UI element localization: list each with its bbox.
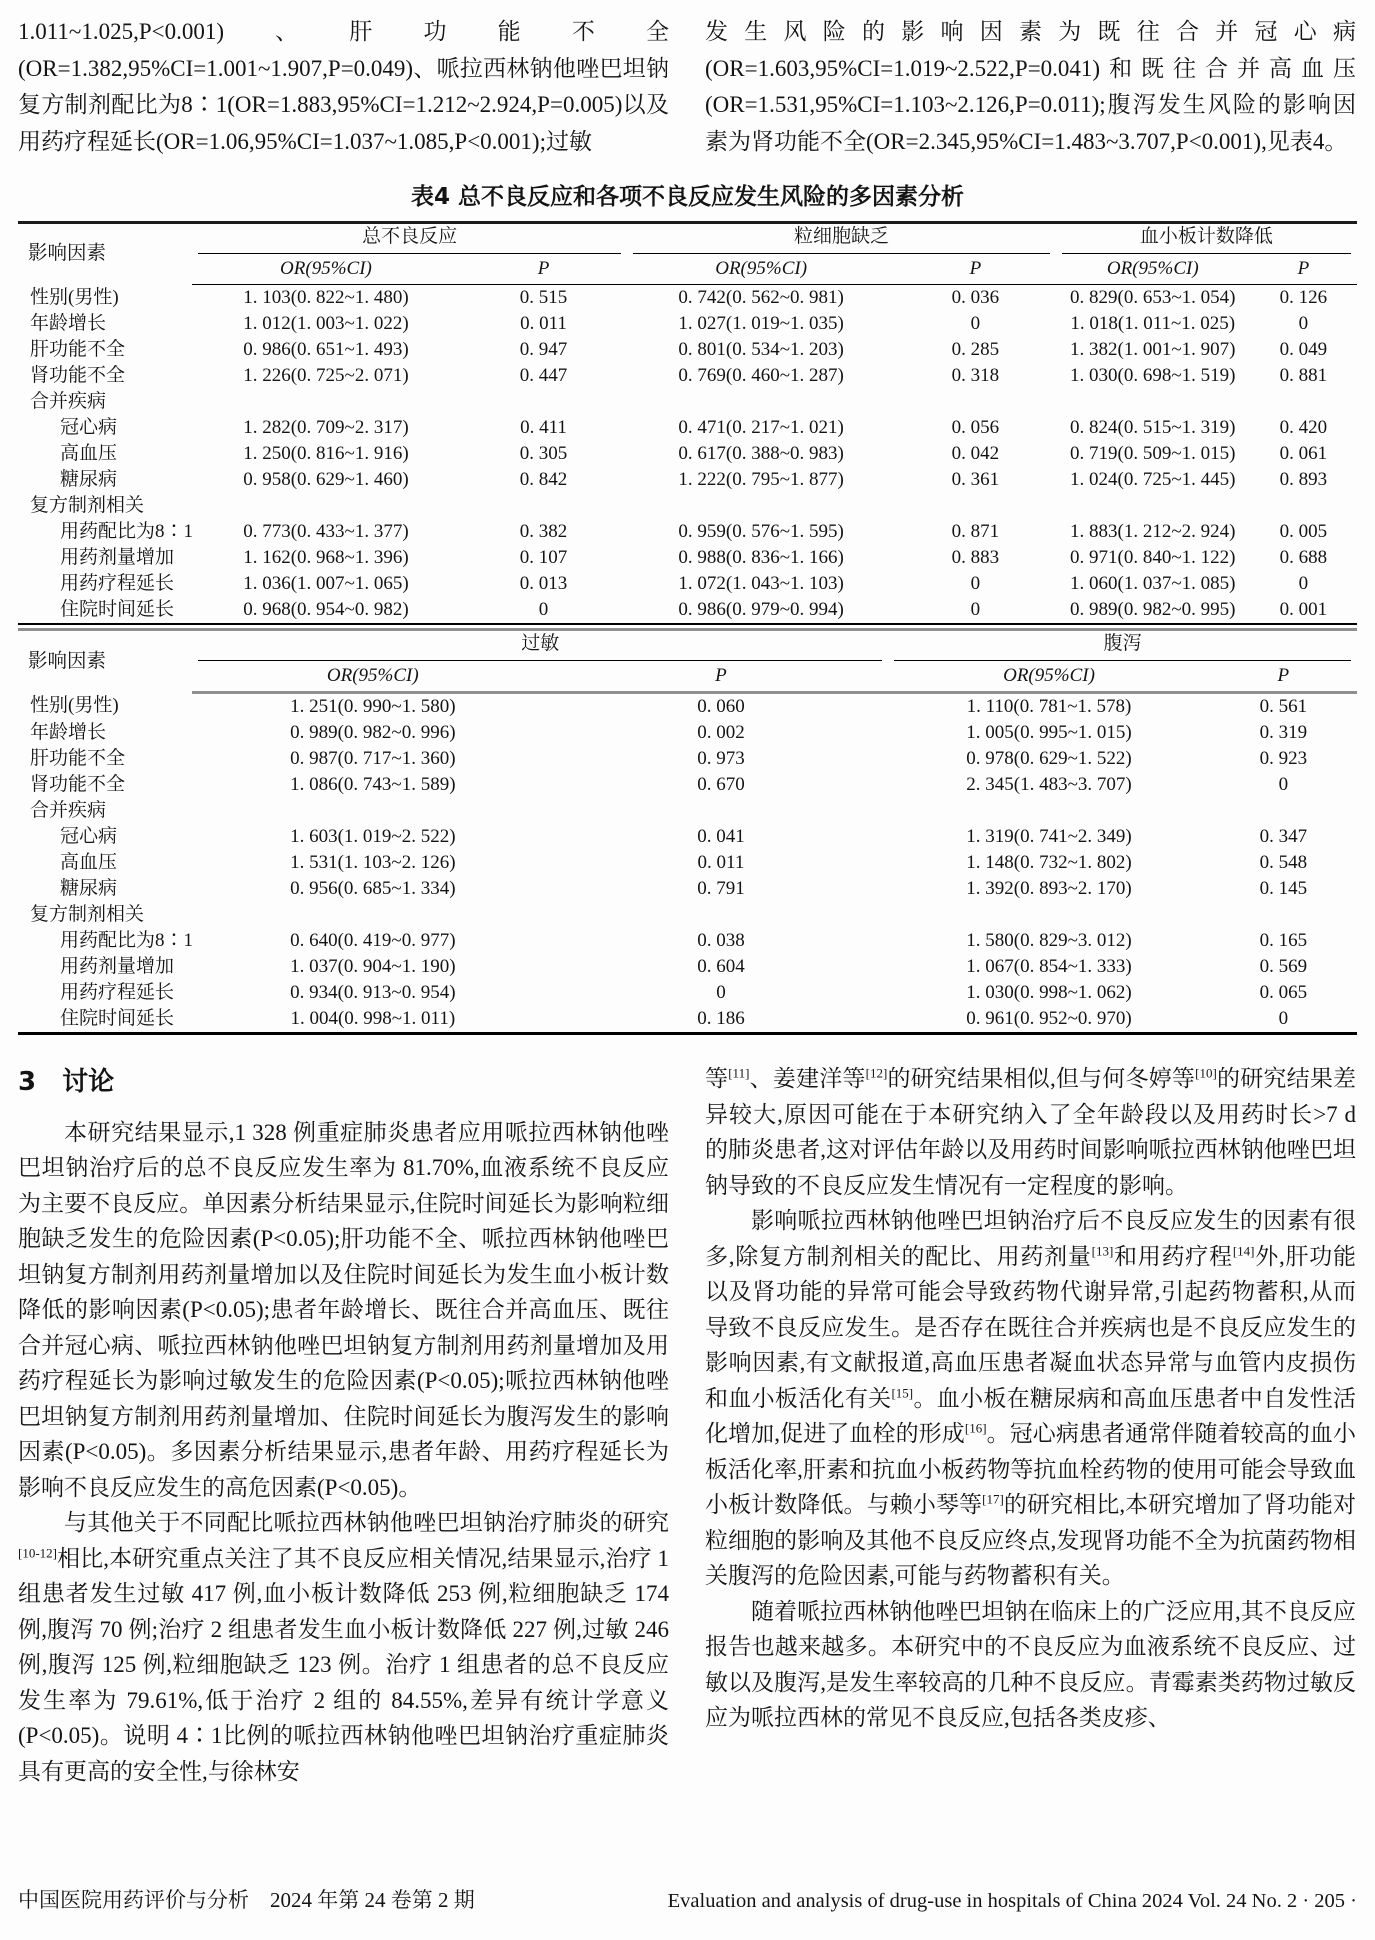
table-row (18, 850, 1357, 876)
p-header: P (554, 661, 889, 693)
group-header-label: 血小板计数降低 (1062, 224, 1351, 254)
table-row (18, 311, 1357, 337)
table-subheader-row (18, 254, 1357, 285)
cell-or: 2. 345(1. 483~3. 707) (966, 774, 1132, 795)
cell-p: 0. 871 (951, 521, 1000, 542)
cell-or: 1. 250(0. 816~1. 916) (243, 443, 409, 464)
cell-or: 1. 603(1. 019~2. 522) (290, 826, 456, 847)
cell-p: 0. 548 (1259, 852, 1308, 873)
or-header: OR(95%CI) (192, 254, 460, 285)
cell-or: 1. 030(0. 998~1. 062) (966, 982, 1132, 1003)
cell-or: 1. 226(0. 725~2. 071) (243, 365, 409, 386)
cell-or: 1. 018(1. 011~1. 025) (1070, 313, 1236, 334)
cell-p: 0. 005 (1279, 521, 1328, 542)
row-label: 性别(男性) (30, 695, 119, 717)
cell-p: 0. 923 (1259, 748, 1308, 769)
cell-p: 0. 042 (951, 443, 1000, 464)
table4-part2-body (18, 693, 1357, 1034)
table-row (18, 772, 1357, 798)
row-label: 年龄增长 (30, 722, 107, 743)
cell-p: 0. 107 (519, 547, 568, 568)
row-label: 高血压 (60, 852, 118, 873)
discussion-paragraph: 随着哌拉西林钠他唑巴坦钠在临床上的广泛应用,其不良反应报告也越来越多。本研究中的不良反应为血液系统不良反应、过敏以及腹泻,是发生率较高的几种不良反应。青霉素类药物过敏反应为哌拉西林的常见不良反应,包括各类皮疹、 (705, 1598, 1356, 1730)
cell-p: 0. 318 (951, 365, 1000, 386)
table-row (18, 693, 1357, 721)
cell-or: 1. 392(0. 893~2. 170) (966, 878, 1132, 899)
cell-or: 1. 067(0. 854~1. 333) (966, 956, 1132, 977)
group-header-label: 总不良反应 (198, 224, 621, 254)
cell-or: 0. 769(0. 460~1. 287) (678, 365, 844, 386)
intro-right-text: 发生风险的影响因素为既往合并冠心病(OR=1.603,95%CI=1.019~2.522,P=0.041)和既往合并高血压(OR=1.531,95%CI=1.103~2.126,P=0.011);腹泻发生风险的影响因素为肾功能不全(OR=2.345,95%CI=1.483~3.707,P<0.001),见表4。 (705, 19, 1356, 154)
cell-p: 0. 060 (697, 696, 745, 717)
row-label: 年龄增长 (30, 313, 107, 334)
cell-or: 0. 989(0. 982~0. 996) (290, 722, 456, 743)
section-number: 3 (18, 1067, 37, 1097)
cell-p: 0. 670 (697, 774, 745, 795)
cell-p: 0. 347 (1259, 826, 1308, 847)
factor-header: 影响因素 (28, 650, 107, 672)
row-label: 用药配比为8∶1 (60, 521, 194, 542)
cell-p: 0. 001 (1279, 599, 1328, 620)
cell-p (1250, 389, 1357, 415)
p-header: P (895, 254, 1056, 285)
table-row (18, 441, 1357, 467)
table4-part2 (18, 628, 1357, 1035)
cell-p: 0. 973 (697, 748, 745, 769)
cell-or: 0. 471(0. 217~1. 021) (678, 417, 844, 438)
table-row (18, 720, 1357, 746)
cell-p: 0. 002 (697, 722, 745, 743)
cell-p: 0. 011 (520, 313, 567, 334)
cell-or: 1. 110(0. 781~1. 578) (966, 696, 1132, 717)
footer-journal-en: Evaluation and analysis of drug-use in hospitals of China 2024 Vol. 24 No. 2 · 205 · (667, 1890, 1357, 1912)
cell-p: 0. 065 (1259, 982, 1308, 1003)
cell-p: 0. 165 (1259, 930, 1308, 951)
group-header-label: 过敏 (198, 631, 882, 661)
group-header-label: 腹泻 (894, 631, 1351, 661)
cell-or: 0. 640(0. 419~0. 977) (290, 930, 456, 951)
cell-or (627, 389, 895, 415)
cell-p: 0. 041 (697, 826, 745, 847)
cell-p: 0 (970, 313, 981, 334)
cell-or: 0. 988(0. 836~1. 166) (678, 547, 844, 568)
cell-or (1056, 389, 1250, 415)
cell-p: 0 (538, 599, 549, 620)
table-row (18, 928, 1357, 954)
cell-or: 0. 971(0. 840~1. 122) (1070, 547, 1236, 568)
table-row (18, 902, 1357, 928)
table-subheader-row (18, 661, 1357, 693)
cell-p: 0. 361 (951, 469, 1000, 490)
table-row (18, 798, 1357, 824)
row-label: 用药疗程延长 (60, 982, 175, 1003)
cell-or: 0. 956(0. 685~1. 334) (290, 878, 456, 899)
cell-or: 0. 742(0. 562~0. 981) (678, 287, 844, 308)
cell-p: 0. 013 (519, 573, 568, 594)
cell-or: 0. 958(0. 629~1. 460) (243, 469, 409, 490)
group-header-diarrhea (888, 630, 1357, 662)
row-label: 肾功能不全 (30, 365, 126, 386)
group-header-agranulocytosis (627, 223, 1055, 255)
cell-or (627, 493, 895, 519)
cell-p: 0. 011 (697, 852, 745, 873)
cell-or: 0. 968(0. 954~0. 982) (243, 599, 409, 620)
cell-or: 0. 934(0. 913~0. 954) (290, 982, 456, 1003)
table-row (18, 571, 1357, 597)
cell-or: 0. 961(0. 952~0. 970) (966, 1008, 1132, 1029)
cell-p (460, 389, 627, 415)
discussion-heading (18, 1065, 669, 1101)
row-label: 用药疗程延长 (60, 573, 175, 594)
cell-or (192, 493, 460, 519)
group-header-total-adr (192, 223, 627, 255)
table-row (18, 980, 1357, 1006)
row-label: 高血压 (60, 443, 118, 464)
cell-or: 0. 989(0. 982~0. 995) (1070, 599, 1236, 620)
cell-p: 0. 561 (1259, 696, 1308, 717)
cell-p: 0. 056 (951, 417, 1000, 438)
cell-p: 0. 791 (697, 878, 745, 899)
intro-section (18, 14, 1357, 160)
cell-p: 0 (970, 599, 981, 620)
or-header: OR(95%CI) (1056, 254, 1250, 285)
cell-or: 1. 251(0. 990~1. 580) (290, 696, 456, 717)
cell-or: 0. 987(0. 717~1. 360) (290, 748, 456, 769)
cell-p: 0. 688 (1279, 547, 1328, 568)
cell-or: 1. 060(1. 037~1. 085) (1070, 573, 1236, 594)
cell-or: 0. 773(0. 433~1. 377) (243, 521, 409, 542)
cell-p (895, 389, 1056, 415)
table-row (18, 285, 1357, 312)
cell-p: 0 (1298, 573, 1309, 594)
group-header-allergy (192, 630, 888, 662)
cell-or: 1. 004(0. 998~1. 011) (290, 1008, 456, 1029)
cell-or: 1. 072(1. 043~1. 103) (678, 573, 844, 594)
cell-p: 0 (1298, 313, 1309, 334)
row-label: 用药剂量增加 (60, 547, 175, 568)
cell-p: 0 (970, 573, 981, 594)
row-label: 糖尿病 (60, 469, 118, 490)
cell-or: 0. 986(0. 979~0. 994) (678, 599, 844, 620)
cell-or: 0. 986(0. 651~1. 493) (243, 339, 409, 360)
cell-p: 0. 036 (951, 287, 1000, 308)
cell-p: 0. 947 (519, 339, 568, 360)
cell-or: 1. 086(0. 743~1. 589) (290, 774, 456, 795)
or-header: OR(95%CI) (627, 254, 895, 285)
table4-part1 (18, 221, 1357, 625)
cell-or: 1. 319(0. 741~2. 349) (966, 826, 1132, 847)
cell-p (554, 902, 889, 928)
discussion-left-column (18, 1061, 669, 1789)
table-group-header-row (18, 630, 1357, 662)
cell-or: 1. 531(1. 103~2. 126) (290, 852, 456, 873)
cell-p: 0. 126 (1279, 287, 1328, 308)
cell-or: 0. 801(0. 534~1. 203) (678, 339, 844, 360)
cell-p: 0. 285 (951, 339, 1000, 360)
or-header: OR(95%CI) (192, 661, 554, 693)
discussion-right-column (705, 1061, 1356, 1789)
or-header: OR(95%CI) (888, 661, 1209, 693)
table-row (18, 876, 1357, 902)
cell-p: 0. 447 (519, 365, 568, 386)
table-row (18, 519, 1357, 545)
cell-p: 0. 382 (519, 521, 568, 542)
row-label: 住院时间延长 (60, 1008, 175, 1029)
table4-part1-body (18, 285, 1357, 625)
row-label: 冠心病 (60, 417, 118, 438)
cell-or: 1. 027(1. 019~1. 035) (678, 313, 844, 334)
discussion-section (18, 1061, 1357, 1789)
table-row (18, 746, 1357, 772)
cell-p: 0 (716, 982, 726, 1003)
table-row (18, 824, 1357, 850)
p-header: P (460, 254, 627, 285)
row-label: 住院时间延长 (60, 599, 175, 620)
cell-or: 1. 382(1. 001~1. 907) (1070, 339, 1236, 360)
cell-p: 0. 842 (519, 469, 568, 490)
group-header-label: 粒细胞缺乏 (633, 224, 1049, 254)
cell-p: 0. 883 (951, 547, 1000, 568)
intro-left-text: 1.011~1.025,P<0.001)、肝功能不全(OR=1.382,95%CI=1.001~1.907,P=0.049)、哌拉西林钠他唑巴坦钠复方制剂配比为8∶1(OR=1.883,95%CI=1.212~2.924,P=0.005)以及用药疗程延长(OR=1.06,95%CI=1.037~1.085,P<0.001);过敏 (18, 19, 669, 154)
group-header-thrombocytopenia (1056, 223, 1357, 255)
table-row (18, 467, 1357, 493)
row-label: 复方制剂相关 (30, 904, 145, 925)
row-label: 用药配比为8∶1 (60, 930, 194, 951)
cell-or: 1. 024(0. 725~1. 445) (1070, 469, 1236, 490)
table-row (18, 597, 1357, 624)
cell-or: 0. 719(0. 509~1. 015) (1070, 443, 1236, 464)
cell-or: 1. 103(0. 822~1. 480) (243, 287, 409, 308)
p-header: P (1210, 661, 1357, 693)
cell-or: 1. 005(0. 995~1. 015) (966, 722, 1132, 743)
row-label: 用药剂量增加 (60, 956, 175, 977)
table-row (18, 363, 1357, 389)
cell-p: 0. 061 (1279, 443, 1328, 464)
cell-p: 0. 569 (1259, 956, 1308, 977)
cell-p: 0. 186 (697, 1008, 745, 1029)
table-row (18, 337, 1357, 363)
table-row (18, 1006, 1357, 1034)
cell-or (888, 798, 1209, 824)
row-label: 肝功能不全 (30, 339, 126, 360)
table-row (18, 415, 1357, 441)
cell-p (554, 798, 889, 824)
cell-p: 0. 881 (1279, 365, 1328, 386)
cell-or: 1. 148(0. 732~1. 802) (966, 852, 1132, 873)
cell-p: 0. 145 (1259, 878, 1308, 899)
cell-p (1210, 902, 1357, 928)
cell-or: 0. 978(0. 629~1. 522) (966, 748, 1132, 769)
row-label: 糖尿病 (60, 878, 118, 899)
cell-or: 1. 037(0. 904~1. 190) (290, 956, 456, 977)
row-label: 性别(男性) (30, 286, 119, 308)
factor-header: 影响因素 (28, 243, 107, 265)
section-title: 讨论 (62, 1067, 115, 1097)
cell-p: 0. 420 (1279, 417, 1328, 438)
cell-or: 0. 617(0. 388~0. 983) (678, 443, 844, 464)
table4-title: 表4 总不良反应和各项不良反应发生风险的多因素分析 (410, 184, 964, 210)
table-row (18, 493, 1357, 519)
cell-p: 0. 038 (697, 930, 745, 951)
cell-p: 0. 411 (520, 417, 567, 438)
cell-or: 1. 036(1. 007~1. 065) (243, 573, 409, 594)
discussion-paragraph: 影响哌拉西林钠他唑巴坦钠治疗后不良反应发生的因素有很多,除复方制剂相关的配比、用药剂量[13]和用药疗程[14]外,肝功能以及肾功能的异常可能会导致药物代谢异常,引起药物蓄积,从而导致不良反应发生。是否存在既往合并疾病也是不良反应发生的影响因素,有文献报道,高血压患者凝血状态异常与血管内皮损伤和血小板活化有关[15]。血小板在糖尿病和高血压患者中自发性活化增加,促进了血栓的形成[16]。冠心病患者通常伴随着较高的血小板活化率,肝素和抗血小板药物等抗血栓药物的使用可能会导致血小板计数降低。与赖小琴等[17]的研究相比,本研究增加了肾功能对粒细胞的影响及其他不良反应终点,发现肾功能不全为抗菌药物相关腹泻的危险因素,可能与药物蓄积有关。 (705, 1208, 1357, 1588)
cell-or: 1. 580(0. 829~3. 012) (966, 930, 1132, 951)
row-label: 合并疾病 (30, 800, 107, 821)
cell-p: 0. 049 (1279, 339, 1328, 360)
cell-or (192, 902, 554, 928)
cell-p: 0 (1278, 1008, 1289, 1029)
cell-p (460, 493, 627, 519)
cell-p: 0. 305 (519, 443, 568, 464)
cell-or: 1. 222(0. 795~1. 877) (678, 469, 844, 490)
table-row (18, 389, 1357, 415)
cell-p (1250, 493, 1357, 519)
table-group-header-row (18, 223, 1357, 255)
cell-or: 1. 162(0. 968~1. 396) (243, 547, 409, 568)
cell-p: 0. 604 (697, 956, 745, 977)
cell-p: 0 (1278, 774, 1289, 795)
cell-or: 0. 829(0. 653~1. 054) (1070, 287, 1236, 308)
cell-or: 1. 282(0. 709~2. 317) (243, 417, 409, 438)
footer-journal-cn: 中国医院用药评价与分析 2024 年第 24 卷第 2 期 (18, 1888, 475, 1912)
cell-p (1210, 798, 1357, 824)
cell-or: 1. 883(1. 212~2. 924) (1070, 521, 1236, 542)
cell-or (888, 902, 1209, 928)
row-label: 合并疾病 (30, 391, 107, 412)
cell-or (192, 798, 554, 824)
row-label: 复方制剂相关 (30, 495, 145, 516)
table-row (18, 545, 1357, 571)
row-label: 冠心病 (60, 826, 118, 847)
discussion-paragraph: 与其他关于不同配比哌拉西林钠他唑巴坦钠治疗肺炎的研究[10-12]相比,本研究重点关注了其不良反应相关情况,结果显示,治疗 1 组患者发生过敏 417 例,血小板计数降低 253 例,粒细胞缺乏 174 例,腹泻 70 例;治疗 2 组患者发生血小板计数降低 227 例,过敏 246 例,腹泻 125 例,粒细胞缺乏 123 例。治疗 1 组患者的总不良反应发生率为 79.61%,低于治疗 2 组的 84.55%,差异有统计学意义(P<0.05)。说明 4∶1比例的哌拉西林钠他唑巴坦钠治疗重症肺炎具有更高的安全性,与徐林安 (18, 1510, 669, 1784)
cell-p: 0. 319 (1259, 722, 1308, 743)
cell-or: 1. 030(0. 698~1. 519) (1070, 365, 1236, 386)
page-footer (18, 1884, 1357, 1914)
cell-p: 0. 893 (1279, 469, 1328, 490)
discussion-paragraph: 等[11]、姜建洋等[12]的研究结果相似,但与何冬婷等[10]的研究结果差异较大,原因可能在于本研究纳入了全年龄段以及用药时长>7 d 的肺炎患者,这对评估年龄以及用药时间影响哌拉西林钠他唑巴坦钠导致的不良反应发生情况有一定程度的影响。 (705, 1065, 1357, 1198)
row-label: 肾功能不全 (30, 774, 126, 795)
cell-or: 1. 012(1. 003~1. 022) (243, 313, 409, 334)
cell-p (895, 493, 1056, 519)
table-row (18, 954, 1357, 980)
discussion-paragraph: 本研究结果显示,1 328 例重症肺炎患者应用哌拉西林钠他唑巴坦钠治疗后的总不良反应发生率为 81.70%,血液系统不良反应为主要不良反应。单因素分析结果显示,住院时间延长为影响粒细胞缺乏发生的危险因素(P<0.05);肝功能不全、哌拉西林钠他唑巴坦钠复方制剂用药剂量增加以及住院时间延长为发生血小板计数降低的影响因素(P<0.05);患者年龄增长、既往合并高血压、既往合并冠心病、哌拉西林钠他唑巴坦钠复方制剂用药剂量增加及用药疗程延长为影响过敏发生的危险因素(P<0.05);哌拉西林钠他唑巴坦钠复方制剂用药剂量增加、住院时间延长为腹泻发生的影响因素(P<0.05)。多因素分析结果显示,患者年龄、用药疗程延长为影响不良反应发生的高危因素(P<0.05)。 (18, 1119, 669, 1500)
row-label: 肝功能不全 (30, 748, 126, 769)
cell-p: 0. 515 (519, 287, 568, 308)
cell-or (192, 389, 460, 415)
cell-or: 0. 959(0. 576~1. 595) (678, 521, 844, 542)
cell-or: 0. 824(0. 515~1. 319) (1070, 417, 1236, 438)
p-header: P (1250, 254, 1357, 285)
cell-or (1056, 493, 1250, 519)
